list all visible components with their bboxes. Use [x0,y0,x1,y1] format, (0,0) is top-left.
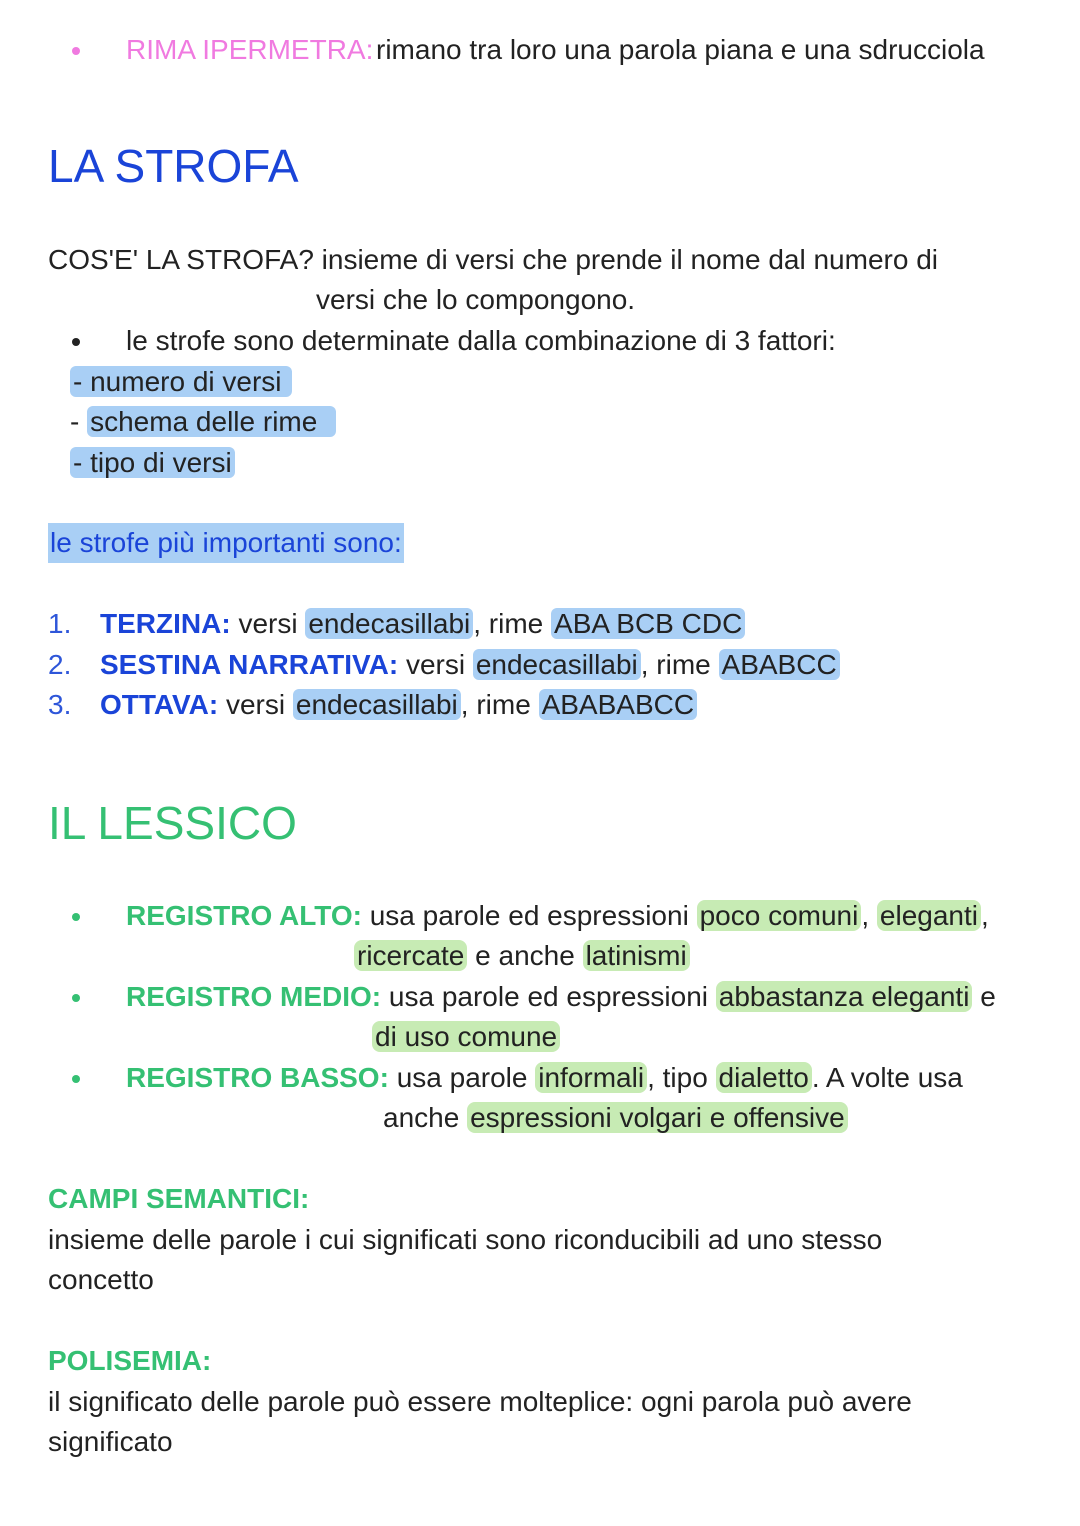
highlight: poco comuni [697,900,862,931]
registro-alto-cont [354,936,690,976]
registro-text: usa parole ed espressioni [369,900,689,931]
factor-text: tipo di versi [90,447,232,478]
rhyme-scheme: ABA BCB CDC [551,608,745,639]
verse-type: endecasillabi [293,689,461,720]
highlight: di uso comune [372,1021,560,1052]
strofa-name: OTTAVA: [100,689,219,720]
registro-text: e [980,981,996,1012]
polisemia-text: significato [48,1426,173,1457]
factor-item [70,362,292,402]
highlight: latinismi [583,940,690,971]
registro-medio-cont [372,1017,560,1057]
list-text: , rime [460,689,531,720]
strofa-definition-cont: versi che lo compongono. [316,284,636,315]
strofa-name: TERZINA: [100,608,231,639]
highlight: dialetto [716,1062,812,1093]
verse-type: endecasillabi [305,608,473,639]
campi-semantici-text: concetto [48,1264,154,1295]
verse-type: endecasillabi [473,649,641,680]
strofe-importanti-text: le strofe più importanti sono: [50,527,402,558]
bullet-icon [72,338,80,346]
strofa-list-item [48,685,697,725]
strofa-question-label: COS'E' LA STROFA? [48,244,314,275]
highlight: espressioni volgari e offensive [467,1102,848,1133]
rima-ipermetra-text: rimano tra loro una parola piana e una sdrucciola [376,34,985,65]
rhyme-scheme: ABABCC [719,649,840,680]
dash: - [73,447,83,478]
registro-text: usa parole ed espressioni [388,981,708,1012]
dash: - [73,366,83,397]
factor-text: numero di versi [90,366,282,397]
highlight: informali [535,1062,647,1093]
registro-text: anche [383,1102,460,1133]
registro-text: usa parole [396,1062,528,1093]
bullet-icon [72,47,80,55]
bullet-icon [72,994,80,1002]
highlight: eleganti [877,900,981,931]
registro-label: REGISTRO MEDIO: [126,981,382,1012]
factor-text: schema delle rime [90,406,318,437]
registro-text: . A volte usa [811,1062,963,1093]
bullet-icon [72,913,80,921]
strofa-definition [48,240,938,280]
strofa-list-item [48,645,840,685]
registro-text: , tipo [647,1062,708,1093]
list-text: , rime [473,608,544,639]
strofa-factors-text: le strofe sono determinate dalla combinazione di 3 fattori: [126,325,836,356]
registro-label: REGISTRO ALTO: [126,900,362,931]
registro-basso-cont [383,1098,848,1138]
polisemia-text: il significato delle parole può essere molteplice: ogni parola può avere [48,1386,912,1417]
bullet-icon [72,1075,80,1083]
list-number: 2. [48,649,72,680]
strofa-question-text: insieme di versi che prende il nome dal numero di [321,244,938,275]
highlight: abbastanza eleganti [716,981,973,1012]
campi-semantici-text: insieme delle parole i cui significati sono riconducibili ad uno stesso [48,1224,883,1255]
list-text: versi [225,689,286,720]
factor-item [70,443,235,483]
list-number: 3. [48,689,72,720]
campi-semantici-label: CAMPI SEMANTICI: [48,1183,310,1214]
factor-item [70,402,336,442]
strofa-title: LA STROFA [48,140,299,192]
highlight: ricercate [354,940,467,971]
strofa-name: SESTINA NARRATIVA: [100,649,399,680]
dash: - [70,406,80,437]
registro-text: , [861,900,870,931]
registro-text: e anche [475,940,575,971]
strofe-importanti-heading [48,523,404,563]
rima-ipermetra-label: RIMA IPERMETRA: [126,34,374,65]
registro-text: , [981,900,989,931]
list-number: 1. [48,608,72,639]
lessico-title: IL LESSICO [48,797,297,849]
list-text: , rime [640,649,711,680]
polisemia-label: POLISEMIA: [48,1345,212,1376]
registro-label: REGISTRO BASSO: [126,1062,389,1093]
list-text: versi [405,649,466,680]
strofa-list-item [48,604,745,644]
list-text: versi [238,608,298,639]
rhyme-scheme: ABABABCC [539,689,698,720]
